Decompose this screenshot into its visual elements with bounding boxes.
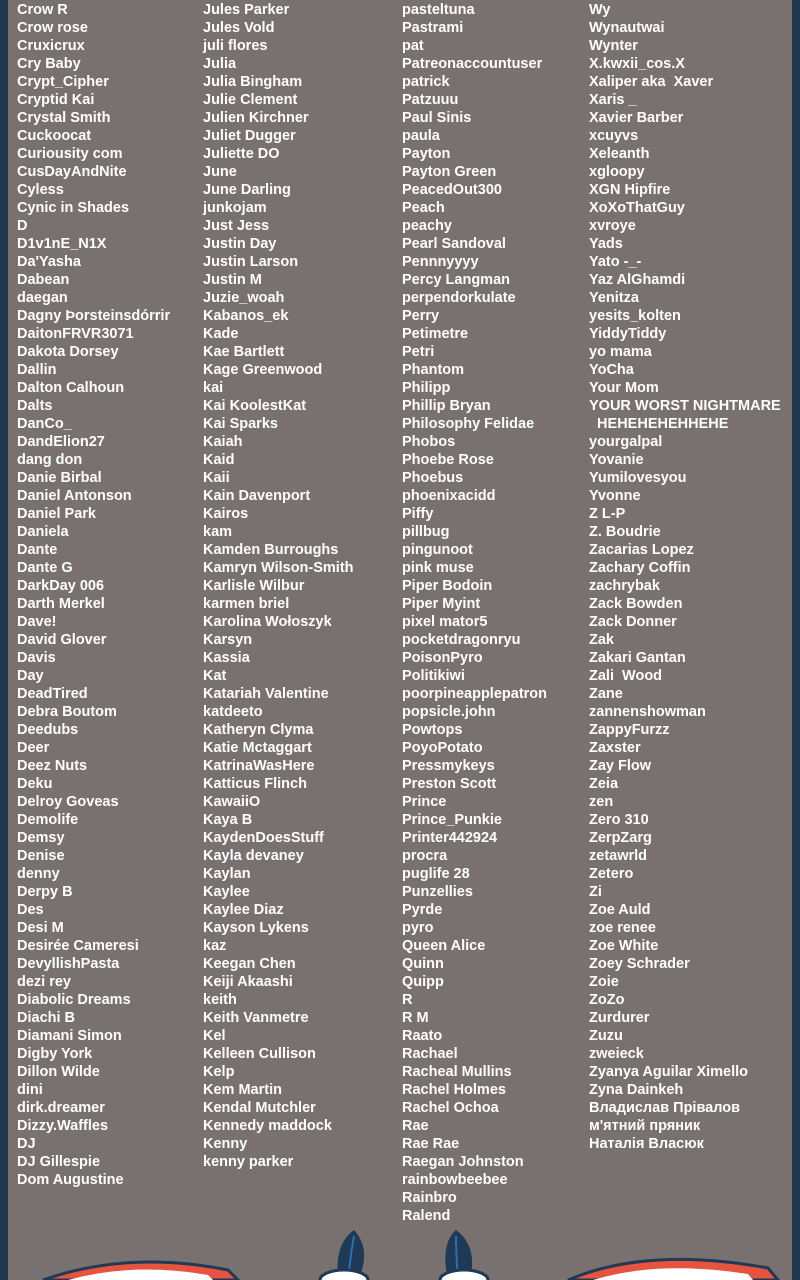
- name-entry: KatrinaWasHere: [203, 758, 315, 774]
- name-entry: Zyanya Aguilar Ximello: [589, 1064, 749, 1080]
- name-entry: Raato: [402, 1028, 443, 1044]
- name-entry: Wynter: [589, 38, 638, 54]
- name-entry: Keegan Chen: [203, 956, 296, 972]
- name-entry: Diachi B: [17, 1010, 76, 1026]
- name-entry: Diabolic Dreams: [17, 992, 131, 1008]
- name-entry: DandElion27: [17, 434, 105, 450]
- name-entry: Kamden Burroughs: [203, 542, 339, 558]
- name-entry: Ralend: [402, 1208, 451, 1224]
- name-entry: DarkDay 006: [17, 578, 105, 594]
- name-entry: Prince_Punkie: [402, 812, 502, 828]
- name-entry: Kabanos_ek: [203, 308, 289, 324]
- name-entry: DJ Gillespie: [17, 1154, 101, 1170]
- name-entry: Kade: [203, 326, 239, 342]
- names-column-4: [589, 1, 781, 1153]
- name-entry: Demolife: [17, 812, 79, 828]
- name-entry: Kai Sparks: [203, 416, 278, 432]
- name-entry: Justin M: [203, 272, 262, 288]
- name-entry: Z L-P: [589, 506, 626, 522]
- name-entry: Your Mom: [589, 380, 659, 396]
- name-entry: pyro: [402, 920, 434, 936]
- name-entry: Zyna Dainkeh: [589, 1082, 684, 1098]
- name-entry: Zak: [589, 632, 614, 648]
- mascot-right-icon: [568, 1259, 778, 1280]
- name-entry: Dagny Þorsteinsdórrir: [17, 308, 171, 324]
- name-entry: Zero 310: [589, 812, 649, 828]
- name-entry: Philipp: [402, 380, 451, 396]
- name-entry: junkojam: [203, 200, 267, 216]
- name-entry: Kaylan: [203, 866, 251, 882]
- name-entry: YOUR WORST NIGHTMARE: [589, 398, 781, 414]
- name-entry: zannenshowman: [589, 704, 706, 720]
- name-entry: Rae: [402, 1118, 429, 1134]
- name-entry: Desi M: [17, 920, 64, 936]
- name-entry: Denise: [17, 848, 65, 864]
- name-entry: YoCha: [589, 362, 634, 378]
- name-entry: ZerpZarg: [589, 830, 652, 846]
- name-entry: Zay Flow: [589, 758, 652, 774]
- name-entry: dezi rey: [17, 974, 71, 990]
- name-entry: Rachel Ochoa: [402, 1100, 499, 1116]
- name-entry: Dakota Dorsey: [17, 344, 119, 360]
- name-entry: Kaii: [203, 470, 230, 486]
- name-entry: Katie Mctaggart: [203, 740, 312, 756]
- name-entry: Rachel Holmes: [402, 1082, 506, 1098]
- name-entry: Juliette DO: [203, 146, 280, 162]
- name-entry: Darth Merkel: [17, 596, 105, 612]
- name-entry: Curiousity com: [17, 146, 123, 162]
- name-entry: poorpineapplepatron: [402, 686, 547, 702]
- name-entry: yesits_kolten: [589, 308, 681, 324]
- name-entry: Queen Alice: [402, 938, 486, 954]
- name-entry: Xavier Barber: [589, 110, 684, 126]
- name-entry: pingunoot: [402, 542, 473, 558]
- name-entry: Zachary Coffin: [589, 560, 691, 576]
- name-entry: June Darling: [203, 182, 291, 198]
- name-entry: Kairos: [203, 506, 249, 522]
- name-entry: Crypt_Cipher: [17, 74, 109, 90]
- name-entry: juli flores: [203, 38, 268, 54]
- name-entry: xcuyvs: [589, 128, 639, 144]
- name-entry: Rainbro: [402, 1190, 457, 1206]
- name-entry: Perry: [402, 308, 440, 324]
- name-entry: Zi: [589, 884, 602, 900]
- name-entry: Philosophy Felidae: [402, 416, 535, 432]
- name-entry: Dante G: [17, 560, 73, 576]
- name-entry: Paul Sinis: [402, 110, 472, 126]
- name-entry: Kaylee Diaz: [203, 902, 284, 918]
- name-entry: Kayson Lykens: [203, 920, 309, 936]
- name-entry: Printer442924: [402, 830, 498, 846]
- name-entry: Patreonaccountuser: [402, 56, 543, 72]
- name-entry: Davis: [17, 650, 56, 666]
- name-entry: Juzie_woah: [203, 290, 285, 306]
- name-entry: Crow rose: [17, 20, 88, 36]
- name-entry: Kaid: [203, 452, 235, 468]
- name-entry: ZoZo: [589, 992, 625, 1008]
- name-entry: Kenny: [203, 1136, 248, 1152]
- name-entry: Dallin: [17, 362, 57, 378]
- name-entry: Payton: [402, 146, 451, 162]
- name-entry: Crow R: [17, 2, 68, 18]
- name-entry: Kassia: [203, 650, 250, 666]
- name-entry: Zaxster: [589, 740, 641, 756]
- name-entry: pasteltuna: [402, 2, 475, 18]
- name-entry: Dante: [17, 542, 58, 558]
- name-entry: Daniel Antonson: [17, 488, 132, 504]
- name-entry: Punzellies: [402, 884, 473, 900]
- name-entry: yourgalpal: [589, 434, 663, 450]
- name-entry: peachy: [402, 218, 452, 234]
- name-entry: Powtops: [402, 722, 463, 738]
- name-entry: keith: [203, 992, 237, 1008]
- name-entry: katdeeto: [203, 704, 263, 720]
- name-entry: Da'Yasha: [17, 254, 81, 270]
- names-column-2: [203, 0, 354, 1171]
- name-entry: Crystal Smith: [17, 110, 111, 126]
- name-entry: м'ятний пряник: [589, 1118, 701, 1134]
- name-entry: Kaya B: [203, 812, 253, 828]
- name-entry: Patzuuu: [402, 92, 459, 108]
- name-entry: Pressmykeys: [402, 758, 495, 774]
- name-entry: Daniel Park: [17, 506, 96, 522]
- name-entry: KawaiiO: [203, 794, 261, 810]
- names-column-3: [402, 0, 547, 1225]
- name-entry: Politikiwi: [402, 668, 465, 684]
- name-entry: zetawrld: [589, 848, 648, 864]
- name-entry: DevyllishPasta: [17, 956, 120, 972]
- name-entry: Deedubs: [17, 722, 79, 738]
- name-entry: CusDayAndNite: [17, 164, 127, 180]
- name-entry: pink muse: [402, 560, 474, 576]
- name-entry: Yovanie: [589, 452, 644, 468]
- name-entry: Percy Langman: [402, 272, 510, 288]
- name-entry: Pastrami: [402, 20, 464, 36]
- name-entry: pillbug: [402, 524, 450, 540]
- name-entry: Peach: [402, 200, 445, 216]
- name-entry: Katariah Valentine: [203, 686, 329, 702]
- name-entry: Keiji Akaashi: [203, 974, 293, 990]
- name-entry: Phantom: [402, 362, 465, 378]
- name-entry: Kage Greenwood: [203, 362, 323, 378]
- footer-decoration: [8, 1230, 792, 1280]
- name-entry: Racheal Mullins: [402, 1064, 512, 1080]
- name-entry: DanCo_: [17, 416, 72, 432]
- name-entry: zweieck: [589, 1046, 644, 1062]
- name-entry: Quipp: [402, 974, 444, 990]
- name-entry: Desirée Cameresi: [17, 938, 139, 954]
- name-entry: YiddyTiddy: [589, 326, 667, 342]
- name-entry: dirk.dreamer: [17, 1100, 105, 1116]
- mascot-left-icon: [43, 1262, 238, 1280]
- name-entry: denny: [17, 866, 60, 882]
- name-entry: Zane: [589, 686, 623, 702]
- name-entry: Zack Bowden: [589, 596, 683, 612]
- name-entry: Kennedy maddock: [203, 1118, 332, 1134]
- leaf-right-icon: [440, 1230, 488, 1280]
- name-entry: DJ: [17, 1136, 36, 1152]
- name-entry: Zuzu: [589, 1028, 623, 1044]
- name-entry: R M: [402, 1010, 429, 1026]
- name-entry: Petri: [402, 344, 435, 360]
- name-entry: Zakari Gantan: [589, 650, 686, 666]
- name-entry: kenny parker: [203, 1154, 294, 1170]
- name-entry: Phobos: [402, 434, 456, 450]
- name-entry: Yvonne: [589, 488, 641, 504]
- name-entry: dini: [17, 1082, 43, 1098]
- name-entry: popsicle.john: [402, 704, 496, 720]
- name-entry: Karolina Wołoszyk: [203, 614, 332, 630]
- name-entry: June: [203, 164, 237, 180]
- name-entry: Piper Myint: [402, 596, 481, 612]
- name-entry: Pyrde: [402, 902, 443, 918]
- name-entry: ZappyFurzz: [589, 722, 670, 738]
- name-entry: XoXoThatGuy: [589, 200, 685, 216]
- name-entry: Raegan Johnston: [402, 1154, 524, 1170]
- name-entry: D1v1nE_N1X: [17, 236, 107, 252]
- name-entry: DeadTired: [17, 686, 88, 702]
- name-entry: X.kwxii_cos.X: [589, 56, 685, 72]
- name-entry: Julien Kirchner: [203, 110, 309, 126]
- name-entry: Wy: [589, 2, 611, 18]
- name-entry: Julie Clement: [203, 92, 298, 108]
- name-entry: perpendorkulate: [402, 290, 516, 306]
- name-entry: Danie Birbal: [17, 470, 102, 486]
- name-entry: Kaiah: [203, 434, 243, 450]
- name-entry: Yenitza: [589, 290, 639, 306]
- name-entry: Prince: [402, 794, 447, 810]
- name-entry: puglife 28: [402, 866, 470, 882]
- name-entry: Kamryn Wilson-Smith: [203, 560, 354, 576]
- name-entry: Cruxicrux: [17, 38, 85, 54]
- name-entry: Julia Bingham: [203, 74, 303, 90]
- name-entry: Preston Scott: [402, 776, 497, 792]
- name-entry: Daniela: [17, 524, 69, 540]
- name-entry: Kain Davenport: [203, 488, 311, 504]
- name-entry: Xeleanth: [589, 146, 650, 162]
- name-entry: Zetero: [589, 866, 634, 882]
- name-entry: xvroye: [589, 218, 636, 234]
- name-entry: Yaz AlGhamdi: [589, 272, 686, 288]
- name-entry: Zacarias Lopez: [589, 542, 694, 558]
- name-entry: Karsyn: [203, 632, 253, 648]
- name-entry: Владислав Прівалов: [589, 1100, 741, 1116]
- name-entry: Dillon Wilde: [17, 1064, 100, 1080]
- name-entry: Julia: [203, 56, 237, 72]
- name-entry: Pearl Sandoval: [402, 236, 506, 252]
- name-entry: phoenixacidd: [402, 488, 496, 504]
- name-entry: Piper Bodoin: [402, 578, 493, 594]
- name-entry: zen: [589, 794, 614, 810]
- name-entry: Demsy: [17, 830, 65, 846]
- name-entry: D: [17, 218, 28, 234]
- name-entry: Dizzy.Waffles: [17, 1118, 109, 1134]
- name-entry: kai: [203, 380, 224, 396]
- name-entry: Phillip Bryan: [402, 398, 491, 414]
- name-entry: Debra Boutom: [17, 704, 117, 720]
- name-entry: Delroy Goveas: [17, 794, 119, 810]
- name-entry: Phoebe Rose: [402, 452, 494, 468]
- name-entry: Des: [17, 902, 44, 918]
- name-entry: Digby York: [17, 1046, 93, 1062]
- name-entry: Deez Nuts: [17, 758, 88, 774]
- name-entry: Kai KoolestKat: [203, 398, 307, 414]
- name-entry: KaydenDoesStuff: [203, 830, 324, 846]
- name-entry: Zoe White: [589, 938, 659, 954]
- name-entry: Jules Vold: [203, 20, 275, 36]
- name-entry: Phoebus: [402, 470, 464, 486]
- name-entry: R: [402, 992, 413, 1008]
- name-entry: Cynic in Shades: [17, 200, 130, 216]
- name-entry: Rae Rae: [402, 1136, 460, 1152]
- name-entry: Z. Boudrie: [589, 524, 661, 540]
- name-entry: zachrybak: [589, 578, 660, 594]
- name-entry: zoe renee: [589, 920, 656, 936]
- name-entry: Kelp: [203, 1064, 235, 1080]
- name-entry: Kayla devaney: [203, 848, 304, 864]
- name-entry: paula: [402, 128, 440, 144]
- name-entry: Dave!: [17, 614, 57, 630]
- name-entry: David Glover: [17, 632, 107, 648]
- name-entry: Cuckoocat: [17, 128, 92, 144]
- name-entry: Deer: [17, 740, 50, 756]
- name-entry: Karlisle Wilbur: [203, 578, 305, 594]
- name-entry: Yato -_-: [589, 254, 642, 270]
- name-entry: procra: [402, 848, 448, 864]
- name-entry: Kel: [203, 1028, 226, 1044]
- name-entry: Day: [17, 668, 44, 684]
- name-entry: patrick: [402, 74, 450, 90]
- name-entry: xgloopy: [589, 164, 645, 180]
- name-entry: dang don: [17, 452, 83, 468]
- name-entry: Rachael: [402, 1046, 458, 1062]
- name-entry: Zeia: [589, 776, 619, 792]
- name-entry: Zali Wood: [589, 668, 663, 684]
- name-entry: Kaylee: [203, 884, 250, 900]
- name-entry: Diamani Simon: [17, 1028, 122, 1044]
- name-entry: Zoe Auld: [589, 902, 651, 918]
- name-entry: pocketdragonryu: [402, 632, 521, 648]
- name-entry: HEHEHEHEHHEHE: [589, 416, 729, 432]
- name-entry: Just Jess: [203, 218, 270, 234]
- name-entry: Zack Donner: [589, 614, 677, 630]
- name-entry: Cry Baby: [17, 56, 81, 72]
- name-entry: Piffy: [402, 506, 434, 522]
- name-entry: kaz: [203, 938, 227, 954]
- name-entry: pixel mator5: [402, 614, 488, 630]
- name-entry: Zoie: [589, 974, 619, 990]
- name-entry: DaitonFRVR3071: [17, 326, 134, 342]
- name-entry: Quinn: [402, 956, 444, 972]
- name-entry: Xaris _: [589, 92, 637, 108]
- name-entry: Yumilovesyou: [589, 470, 687, 486]
- name-entry: Kae Bartlett: [203, 344, 285, 360]
- name-entry: daegan: [17, 290, 68, 306]
- names-column-1: [17, 1, 170, 1189]
- name-entry: XGN Hipfire: [589, 182, 671, 198]
- name-entry: Kat: [203, 668, 227, 684]
- name-entry: Katheryn Clyma: [203, 722, 314, 738]
- name-entry: Justin Day: [203, 236, 277, 252]
- name-entry: Deku: [17, 776, 53, 792]
- name-entry: kam: [203, 524, 233, 540]
- name-entry: rainbowbeebee: [402, 1172, 508, 1188]
- leaf-left-icon: [320, 1230, 368, 1280]
- name-entry: Payton Green: [402, 164, 497, 180]
- name-entry: Kem Martin: [203, 1082, 282, 1098]
- name-entry: Petimetre: [402, 326, 469, 342]
- name-entry: Cryptid Kai: [17, 92, 95, 108]
- credits-panel: [8, 0, 792, 1280]
- name-entry: PeacedOut300: [402, 182, 502, 198]
- name-entry: PoyoPotato: [402, 740, 483, 756]
- name-entry: karmen briel: [203, 596, 290, 612]
- name-entry: PoisonPyro: [402, 650, 483, 666]
- name-entry: Наталія Власюк: [589, 1136, 704, 1152]
- name-entry: Juliet Dugger: [203, 128, 296, 144]
- name-entry: Dalts: [17, 398, 53, 414]
- name-entry: Pennnyyyy: [402, 254, 479, 270]
- name-entry: pat: [402, 38, 424, 54]
- name-entry: yo mama: [589, 344, 652, 360]
- name-entry: Dalton Calhoun: [17, 380, 125, 396]
- name-entry: Dabean: [17, 272, 70, 288]
- name-entry: Yads: [589, 236, 623, 252]
- name-entry: Keith Vanmetre: [203, 1010, 309, 1026]
- name-entry: Zurdurer: [589, 1010, 650, 1026]
- name-entry: Kendal Mutchler: [203, 1100, 316, 1116]
- name-entry: Xaliper aka Xaver: [589, 74, 714, 90]
- name-entry: Katticus Flinch: [203, 776, 307, 792]
- name-entry: Dom Augustine: [17, 1172, 124, 1188]
- name-entry: Zoey Schrader: [589, 956, 690, 972]
- name-entry: Derpy B: [17, 884, 73, 900]
- name-entry: Justin Larson: [203, 254, 299, 270]
- name-entry: Cyless: [17, 182, 64, 198]
- name-entry: Kelleen Cullison: [203, 1046, 316, 1062]
- name-entry: Jules Parker: [203, 2, 290, 18]
- name-entry: Wynautwai: [589, 20, 665, 36]
